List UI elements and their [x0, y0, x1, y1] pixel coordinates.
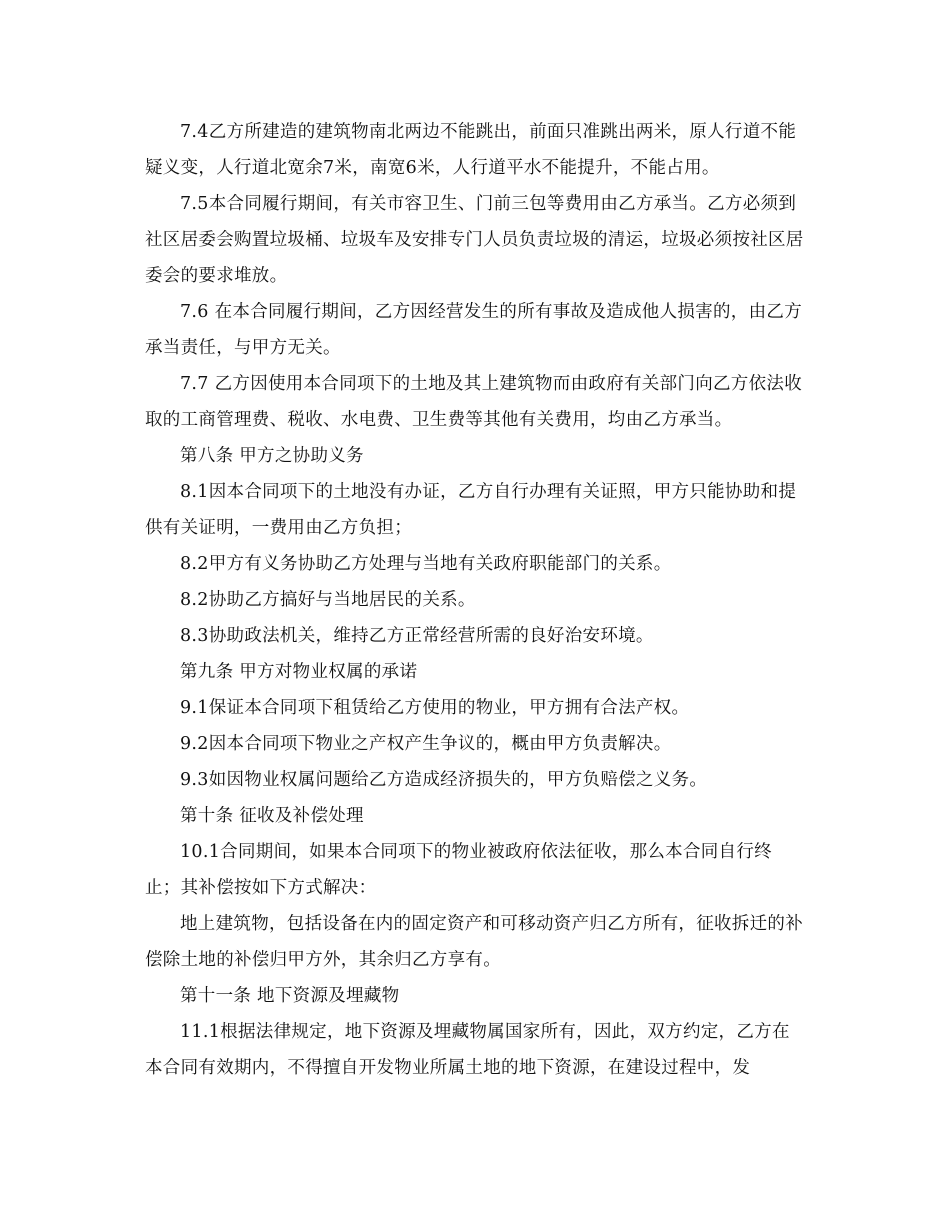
clause-8-2b: 8.2协助乙方搞好与当地居民的关系。	[180, 590, 476, 610]
clause-7-5: 7.5本合同履行期间，有关市容卫生、门前三包等费用由乙方承当。乙方必须到社区居委会购置垃圾桶、垃圾车及安排专门人员负责垃圾的清运，垃圾必须按社区居委会的要求堆放。	[145, 194, 804, 286]
clause-8-1: 8.1因本合同项下的土地没有办证，乙方自行办理有关证照，甲方只能协助和提供有关证明，一费用由乙方负担；	[145, 482, 797, 538]
clause-9-3: 9.3如因物业权属问题给乙方造成经济损失的，甲方负赔偿之义务。	[180, 770, 708, 790]
clause-8-3: 8.3协助政法机关，维持乙方正常经营所需的良好治安环境。	[180, 626, 654, 646]
clause-7-4: 7.4乙方所建造的建筑物南北两边不能跳出，前面只准跳出两米，原人行道不能疑义变，人行道北宽余7米，南宽6米，人行道平水不能提升，不能占用。	[145, 122, 797, 178]
clause-10-1: 10.1合同期间，如果本合同项下的物业被政府依法征收，那么本合同自行终止；其补偿按如下方式解决：	[145, 842, 772, 898]
article-9-heading: 第九条 甲方对物业权属的承诺	[180, 662, 418, 682]
article-11-heading: 第十一条 地下资源及埋藏物	[180, 986, 400, 1006]
clause-8-2a: 8.2甲方有义务协助乙方处理与当地有关政府职能部门的关系。	[180, 554, 672, 574]
clause-7-7: 7.7 乙方因使用本合同项下的土地及其上建筑物而由政府有关部门向乙方依法收取的工商管理费、税收、水电费、卫生费等其他有关费用，均由乙方承当。	[145, 374, 802, 430]
clause-9-2: 9.2因本合同项下物业之产权产生争议的，概由甲方负责解决。	[180, 734, 672, 754]
clause-7-6: 7.6 在本合同履行期间，乙方因经营发生的所有事故及造成他人损害的，由乙方承当责任，与甲方无关。	[145, 302, 802, 358]
clause-9-1: 9.1保证本合同项下租赁给乙方使用的物业，甲方拥有合法产权。	[180, 698, 690, 718]
clause-10-1-detail: 地上建筑物，包括设备在内的固定资产和可移动资产归乙方所有，征收拆迁的补偿除土地的补偿归甲方外，其余归乙方享有。	[145, 914, 803, 970]
clause-11-1: 11.1根据法律规定，地下资源及埋藏物属国家所有，因此，双方约定，乙方在本合同有效期内，不得擅自开发物业所属土地的地下资源，在建设过程中，发	[145, 1022, 790, 1078]
article-8-heading: 第八条 甲方之协助义务	[180, 446, 364, 466]
article-10-heading: 第十条 征收及补偿处理	[180, 806, 364, 826]
